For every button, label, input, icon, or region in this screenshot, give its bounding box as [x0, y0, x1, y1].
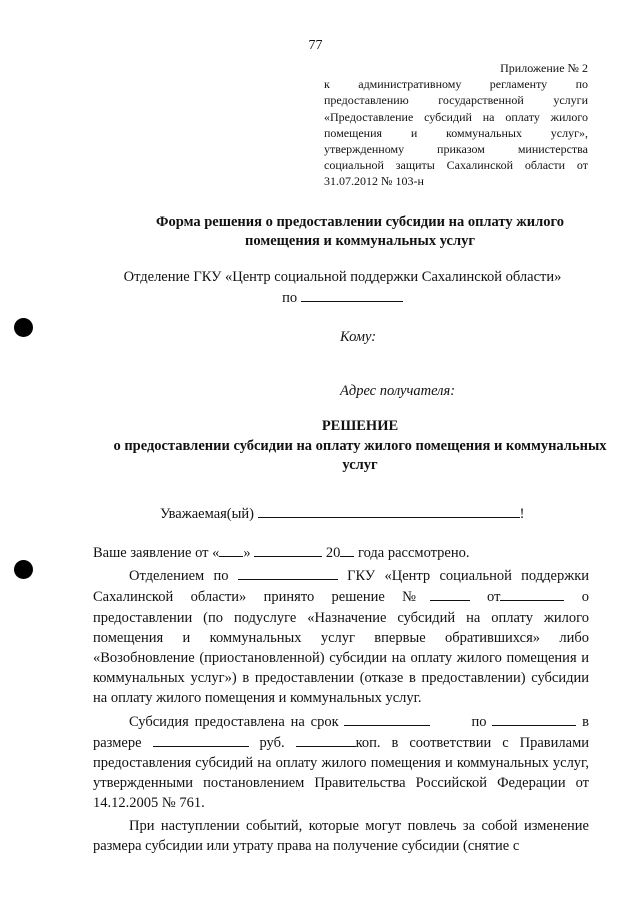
decision-date-prefix: от	[487, 589, 501, 606]
decision-number-text: ГКУ «Центр социальной поддержки Сахалинской области» принято решение №	[93, 568, 590, 606]
binder-hole-bottom	[14, 560, 33, 579]
subsidy-kopecks-blank	[296, 732, 356, 747]
decision-heading	[100, 417, 620, 476]
department-block	[95, 268, 590, 308]
application-date-prefix: Ваше заявление от «	[93, 545, 220, 561]
decision-by-prefix: Отделением по	[129, 568, 229, 585]
decision-subtitle: о предоставлении субсидии на оплату жилого помещения и коммунальных услуг	[113, 437, 607, 473]
paragraph-subsidy	[93, 711, 589, 814]
application-month-blank	[254, 542, 322, 557]
application-quote-close: »	[243, 545, 251, 561]
form-title: Форма решения о предоставлении субсидии на оплату жилого помещения и коммунальных услуг	[156, 214, 564, 249]
subsidy-term-to: по	[471, 713, 487, 730]
application-reviewed-text: года рассмотрено.	[357, 545, 470, 561]
subsidy-rubles-blank	[153, 732, 249, 747]
department-name: Отделение ГКУ «Центр социальной поддержки Сахалинской области»	[123, 269, 562, 285]
recipient-label: Кому:	[340, 329, 377, 345]
application-year-blank	[340, 542, 354, 557]
department-po-line	[95, 287, 590, 308]
decision-description: о предоставлении (по подуслуге «Назначение субсидий на оплату жилого помещения и коммунальных услуг впервые обратившихся» либо «Возобновление (приостановленной) субсидии на оплату жилого помещения и коммунальных услуг») в предоставлении (отказе в предоставлении) субсидии на оплату жилого помещения и коммунальных услуг.	[93, 589, 590, 707]
decision-date-blank	[500, 586, 564, 601]
subsidy-legal-basis: коп. в соответствии с Правилами предоставления субсидий на оплату жилого помещения и коммунальных услуг, утвержденными постановлением Правительства Российской Федерации от 14.12.2005 № 761.	[93, 734, 590, 812]
binder-hole-top	[14, 318, 33, 337]
application-day-blank	[219, 542, 243, 557]
decision-body	[93, 542, 589, 856]
decision-district-blank	[238, 565, 338, 580]
paragraph-events: При наступлении событий, которые могут повлечь за собой изменение размера субсидии или утрату права на получение субсидии (снятие с	[93, 817, 589, 854]
decision-title: РЕШЕНИЕ	[321, 418, 399, 434]
subsidy-start-blank	[344, 711, 430, 726]
greeting-name-blank	[258, 503, 520, 518]
application-year-prefix: 20	[325, 545, 341, 561]
greeting-line	[160, 503, 524, 523]
greeting-text: Уважаемая(ый)	[160, 506, 254, 522]
department-district-blank	[301, 287, 403, 302]
recipient-address-label: Адрес получателя:	[340, 383, 456, 399]
paragraph-decision	[93, 565, 589, 708]
subsidy-end-blank	[492, 711, 576, 726]
appendix-text: к административному регламенту по предоставлению государственной услуги «Предоставление субсидий на оплату жилого помещения и коммунальных услуг», утвержденному приказом министерства социальной защиты Сахалинской области от 31.07.2012 № 103-н	[324, 77, 588, 189]
appendix-number: Приложение № 2	[500, 61, 588, 75]
decision-number-blank	[430, 586, 470, 601]
appendix-note	[324, 60, 588, 190]
page-number: 77	[308, 38, 323, 53]
greeting-exclamation: !	[519, 506, 525, 522]
subsidy-amount-prefix: в размере	[93, 713, 590, 751]
subsidy-term-prefix: Субсидия предоставлена на срок	[129, 713, 339, 730]
paragraph-application	[93, 542, 589, 563]
department-po-label: по	[282, 290, 298, 306]
subsidy-rubles-label: руб.	[259, 734, 285, 751]
